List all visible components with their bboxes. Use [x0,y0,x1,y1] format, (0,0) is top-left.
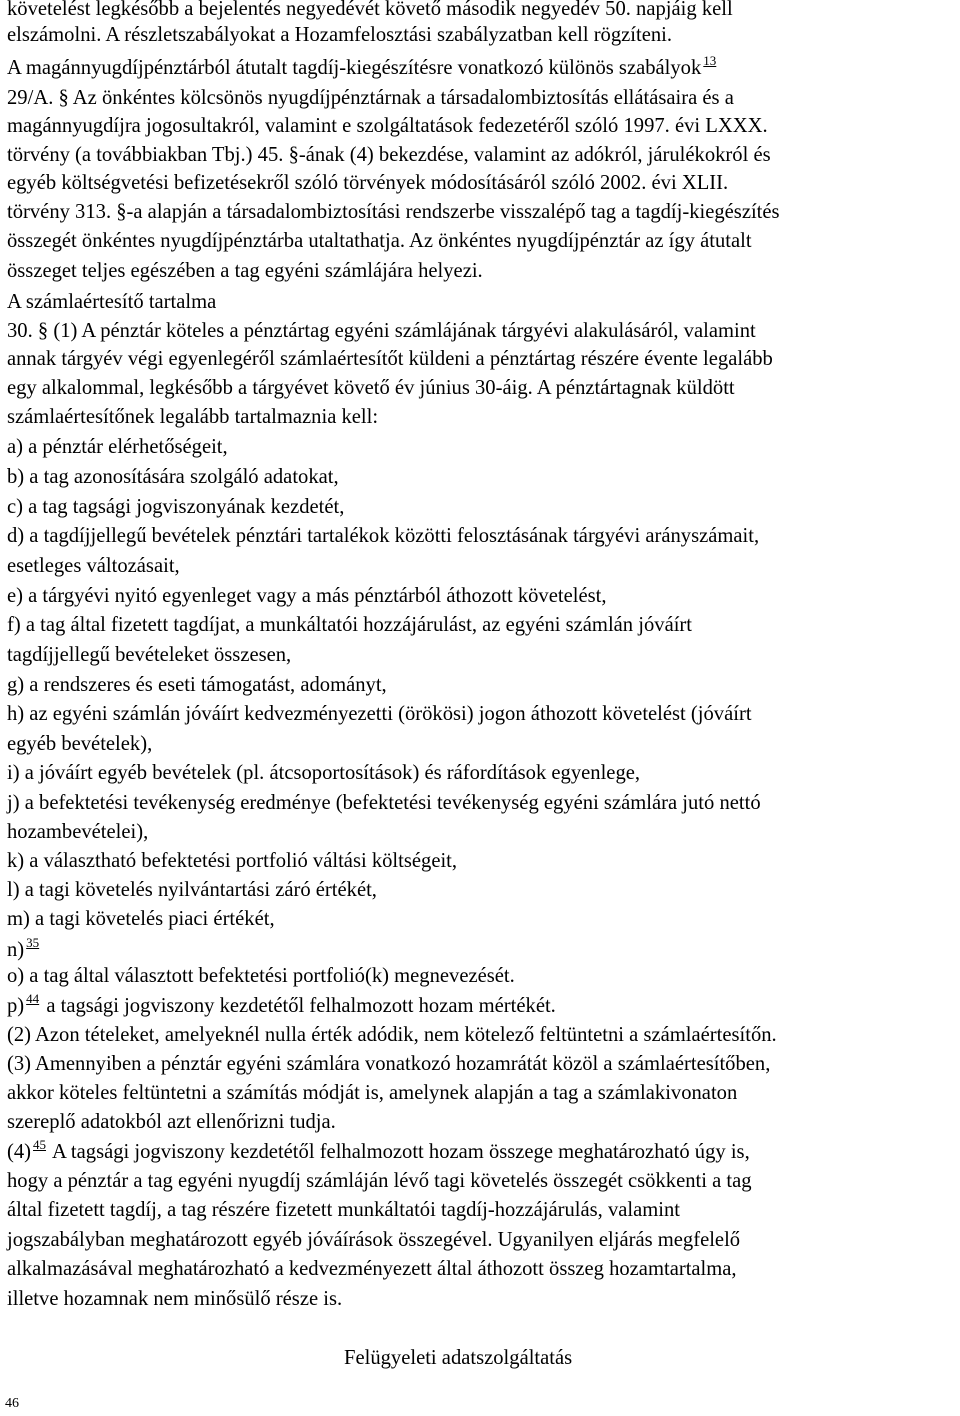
list-item: j) a befektetési tevékenység eredménye (befektetési tevékenység egyéni számlára jutó nettó [7,792,761,814]
text-line: számlaértesítőnek legalább tartalmaznia kell: [7,406,379,428]
list-item: n) $^{35}$ [7,935,40,961]
list-item: e) a tárgyévi nyitó egyenleget vagy a más pénztárból áthozott követelést, [7,585,607,607]
text-line: magánnyugdíjra jogosultakról, valamint e szolgáltatások fedezetéről szóló 1997. évi LXXX. [7,115,768,137]
list-item: i) a jóváírt egyéb bevételek (pl. átcsoportosítások) és ráfordítások egyenlege, [7,762,641,784]
text-line: 30. § (1) A pénztár köteles a pénztártag egyéni számlájának tárgyévi alakulásáról, valamint [7,320,756,342]
text-line: esetleges változásait, [7,555,180,577]
list-item: g) a rendszeres és eseti támogatást, adományt, [7,674,387,696]
footnote-ref[interactable]: 44 [26,991,40,1006]
text-line: szereplő adatokból azt ellenőrizni tudja. [7,1111,336,1133]
text-line: A magánnyugdíjpénztárból átutalt tagdíj-kiegészítésre vonatkozó különös szabályok $^{13}$ [7,53,717,79]
list-item: k) a választható befektetési portfolió váltási költségeit, [7,850,458,872]
text-line: (4) $^{45}$ A tagsági jogviszony kezdetétől felhalmozott hozam összege meghatározható úgy is, [7,1137,750,1163]
text-line: összegét önkéntes nyugdíjpénztárba utaltathatja. Az önkéntes nyugdíjpénztár az így átutalt [7,230,752,252]
footnote-ref[interactable]: 35 [26,935,40,950]
section-subheading: A számlaértesítő tartalma [7,291,217,313]
text-line: (3) Amennyiben a pénztár egyéni számlára vonatkozó hozamrátát közöl a számlaértesítőben, [7,1053,771,1075]
footnote-ref[interactable]: 45 [33,1137,47,1152]
text-line: egy alkalommal, legkésőbb a tárgyévet követő év június 30-áig. A pénztártagnak küldött [7,377,735,399]
list-item: p) $^{44}$ a tagsági jogviszony kezdetétől felhalmozott hozam mértékét. [7,991,556,1017]
text-line: törvény (a továbbiakban Tbj.) 45. §-ának (4) bekezdése, valamint az adókról, járulékokról és [7,144,771,166]
page-number: 46 [5,1396,19,1411]
list-item: b) a tag azonosítására szolgáló adatokat, [7,466,339,488]
text-line: hozambevételei), [7,821,149,843]
text-line: egyéb költségvetési befizetésekről szóló törvények módosításáról szóló 2002. évi XLII. [7,172,729,194]
section-heading: Felügyeleti adatszolgáltatás [344,1347,573,1369]
text-line: akkor köteles feltüntetni a számítás módját is, amelynek alapján a tag a számlakivonaton [7,1082,738,1104]
text-line: jogszabályban meghatározott egyéb jóváírások összegével. Ugyanilyen eljárás megfelelő [7,1229,741,1251]
text-line: hogy a pénztár a tag egyéni nyugdíj számláján lévő tagi követelés összegét csökkenti a tag [7,1170,752,1192]
text-line: elszámolni. A részletszabályokat a Hozamfelosztási szabályzatban kell rögzíteni. [7,24,673,46]
footnote-ref[interactable]: 13 [703,53,717,68]
text-line: törvény 313. §-a alapján a társadalombiztosítási rendszerbe visszalépő tag a tagdíj-kiegészítés [7,201,780,223]
list-item: m) a tagi követelés piaci értékét, [7,908,275,930]
text-line: annak tárgyév végi egyenlegéről számlaértesítőt küldeni a pénztártag részére évente legalább [7,348,773,370]
text-line: alkalmazásával meghatározható a kedvezményezett által áthozott összeg hozamtartalma, [7,1258,737,1280]
text-line: egyéb bevételek), [7,733,153,755]
text-line: követelést legkésőbb a bejelentés negyedévét követő második negyedév 50. napjáig kell [7,0,733,20]
text-line: által fizetett tagdíj, a tag részére fizetett munkáltatói tagdíj-hozzájárulás, valamint [7,1199,680,1221]
list-item: c) a tag tagsági jogviszonyának kezdetét, [7,496,345,518]
list-item: f) a tag által fizetett tagdíjat, a munkáltatói hozzájárulást, az egyéni számlán jóváírt [7,614,693,636]
list-item: l) a tagi követelés nyilvántartási záró értékét, [7,879,377,901]
text-line: illetve hozamnak nem minősülő része is. [7,1288,343,1310]
list-item: h) az egyéni számlán jóváírt kedvezményezetti (örökösi) jogon áthozott követelést (jóváírt [7,703,752,725]
list-item: o) a tag által választott befektetési portfolió(k) megnevezését. [7,965,515,987]
text-line: tagdíjjellegű bevételeket összesen, [7,644,292,666]
text-line: 29/A. § Az önkéntes kölcsönös nyugdíjpénztárnak a társadalombiztosítás ellátásaira és a [7,87,734,109]
text-line: (2) Azon tételeket, amelyeknél nulla érték adódik, nem kötelező feltüntetni a számlaértesítőn. [7,1024,777,1046]
list-item: d) a tagdíjjellegű bevételek pénztári tartalékok közötti felosztásának tárgyévi arányszámait, [7,525,760,547]
text-line: összeget teljes egészében a tag egyéni számlájára helyezi. [7,260,483,282]
list-item: a) a pénztár elérhetőségeit, [7,436,228,458]
